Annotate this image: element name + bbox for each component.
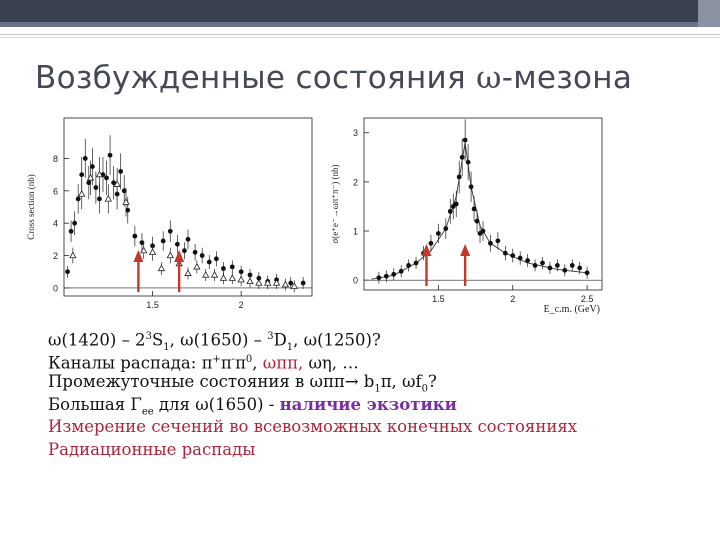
data-point-triangle: [185, 270, 191, 275]
data-point-triangle: [256, 280, 262, 285]
data-point-triangle: [158, 265, 164, 270]
y-tick-label: 6: [52, 186, 58, 197]
data-point-circle: [230, 264, 235, 269]
data-point-circle: [481, 229, 486, 234]
l2-i: ωη, …: [308, 353, 359, 372]
bullet-line-5: Измерение сечений во всевозможных конечных состояниях: [48, 417, 578, 436]
data-point-circle: [469, 184, 474, 189]
data-point-circle: [540, 261, 545, 266]
data-point-circle: [384, 274, 389, 279]
bullet-list: [48, 326, 708, 461]
data-point-circle: [72, 221, 77, 226]
l4-c: для ω(1650) -: [153, 394, 280, 414]
left-cross-section-plot: [22, 110, 320, 315]
l1-i: , ω(1250)?: [293, 330, 381, 350]
data-point-circle: [570, 263, 575, 268]
data-point-circle: [577, 265, 582, 270]
x-tick-label: 2: [238, 300, 244, 310]
bullet-line-6: Радиационные распады: [48, 439, 256, 459]
data-point-circle: [548, 265, 553, 270]
slide-header-accent: [0, 22, 720, 27]
data-point-circle: [97, 197, 102, 202]
data-point-circle: [443, 226, 448, 231]
plot-frame: [364, 118, 602, 290]
data-point-circle: [399, 269, 404, 274]
data-point-circle: [463, 138, 468, 143]
data-point-circle: [79, 172, 84, 177]
data-point-triangle: [282, 281, 288, 286]
x-tick-label: 1.5: [432, 294, 445, 304]
x-tick-label: 2.5: [580, 294, 594, 304]
data-point-circle: [503, 251, 508, 256]
title-omega: ω: [476, 60, 502, 96]
data-point-circle: [301, 281, 306, 286]
data-point-triangle: [194, 264, 200, 269]
data-point-circle: [214, 256, 219, 261]
data-point-circle: [454, 202, 459, 207]
l1-f: 3: [267, 331, 274, 342]
y-tick-label: 0: [352, 275, 358, 286]
data-point-circle: [475, 219, 480, 224]
bullet-line-2: [48, 349, 708, 372]
data-point-triangle: [220, 275, 226, 280]
y-tick-label: 8: [52, 153, 58, 164]
l4-a: Большая Γ: [48, 394, 142, 414]
data-point-circle: [414, 261, 419, 266]
l2-c: π: [220, 353, 232, 372]
data-point-triangle: [238, 277, 244, 282]
l1-e: , ω(1650) –: [169, 330, 268, 350]
l4-exotics: наличие экзотики: [279, 394, 457, 414]
bullet-line-3: [48, 371, 708, 394]
slide-title: [35, 60, 632, 96]
y-axis-label: Cross section (nb): [26, 174, 36, 240]
data-point-circle: [391, 272, 396, 277]
right-omega-pipi-plot: [330, 110, 610, 315]
data-point-circle: [376, 275, 381, 280]
l1-c: S: [151, 330, 164, 350]
l2-a: Каналы распада: π: [48, 353, 213, 372]
data-point-circle: [585, 270, 590, 275]
header-rule: [0, 34, 720, 35]
data-point-circle: [488, 241, 493, 246]
data-point-circle: [555, 263, 560, 268]
header-rule-secondary: [0, 37, 720, 38]
data-point-circle: [182, 248, 187, 253]
l3-c: π, ωf: [380, 372, 422, 391]
data-point-triangle: [150, 249, 156, 254]
data-point-circle: [93, 185, 98, 190]
data-point-circle: [466, 160, 471, 165]
title-text-1: Возбужденные состояния: [35, 60, 477, 96]
data-point-circle: [518, 256, 523, 261]
y-tick-label: 2: [52, 251, 58, 262]
data-point-circle: [118, 169, 123, 174]
l2-e: π: [235, 353, 246, 372]
data-point-circle: [65, 269, 70, 274]
data-point-circle: [460, 155, 465, 160]
data-point-circle: [533, 263, 538, 268]
slide-header-bar: [0, 0, 720, 22]
data-point-circle: [562, 268, 567, 273]
data-point-circle: [168, 229, 173, 234]
l3-d: 0: [421, 383, 428, 395]
data-point-circle: [186, 237, 191, 242]
l2-b: +: [212, 353, 221, 365]
l2-d: -: [231, 353, 236, 365]
l4-b: ee: [141, 405, 154, 417]
data-point-circle: [436, 231, 441, 236]
title-text-2: -мезона: [501, 60, 633, 96]
data-point-circle: [525, 258, 530, 263]
fit-curve: [371, 143, 587, 280]
x-tick-label: 2: [510, 294, 516, 304]
data-point-circle: [239, 269, 244, 274]
data-point-circle: [175, 242, 180, 247]
bullet-line-1: [48, 326, 708, 353]
data-point-circle: [448, 209, 453, 214]
l3-a: Промежуточные состояния в ωππ→ b: [48, 372, 375, 391]
red-arrow-head: [460, 244, 470, 256]
bullet-line-4: [48, 394, 708, 417]
data-point-triangle: [229, 275, 235, 280]
l2-h: ωππ,: [262, 353, 309, 372]
l1-d: 1: [163, 341, 170, 353]
data-point-circle: [69, 229, 74, 234]
data-point-circle: [406, 263, 411, 268]
data-point-triangle: [70, 252, 76, 257]
data-point-circle: [457, 175, 462, 180]
data-point-triangle: [212, 272, 218, 277]
x-axis-label: E_c.m. (GeV): [543, 304, 600, 315]
l1-a: ω(1420) – 2: [48, 330, 146, 350]
y-tick-label: 3: [352, 128, 358, 139]
data-point-circle: [510, 253, 515, 258]
data-point-circle: [104, 175, 109, 180]
data-point-circle: [288, 281, 293, 286]
data-point-circle: [161, 239, 166, 244]
data-point-circle: [193, 250, 198, 255]
data-point-circle: [207, 260, 212, 265]
y-tick-label: 0: [52, 283, 58, 294]
y-axis-label: σ(e⁺e⁻→ωπ⁺π⁻) (nb): [330, 164, 340, 244]
data-point-triangle: [167, 252, 173, 257]
y-tick-label: 1: [352, 226, 358, 237]
l2-f: 0: [245, 353, 253, 365]
data-point-triangle: [105, 196, 111, 201]
l3-e: ?: [427, 372, 437, 391]
data-point-circle: [132, 234, 137, 239]
l2-g: ,: [252, 353, 263, 372]
data-point-circle: [495, 238, 500, 243]
l1-h: 1: [286, 341, 294, 353]
data-point-circle: [429, 241, 434, 246]
data-point-circle: [108, 153, 113, 158]
red-arrow-head: [421, 244, 431, 256]
l1-b: 3: [145, 331, 152, 342]
y-tick-label: 4: [52, 218, 58, 229]
l1-g: D: [273, 330, 287, 350]
data-point-triangle: [79, 191, 85, 196]
data-point-triangle: [203, 272, 209, 277]
l3-b: 1: [374, 383, 381, 395]
data-point-circle: [472, 207, 477, 212]
slide-header-corner: [698, 0, 720, 27]
data-point-triangle: [247, 278, 253, 283]
y-tick-label: 2: [352, 177, 358, 188]
data-point-circle: [221, 266, 226, 271]
data-point-circle: [200, 253, 205, 258]
data-point-circle: [83, 156, 88, 161]
x-tick-label: 1.5: [146, 300, 159, 310]
data-point-circle: [76, 197, 81, 202]
